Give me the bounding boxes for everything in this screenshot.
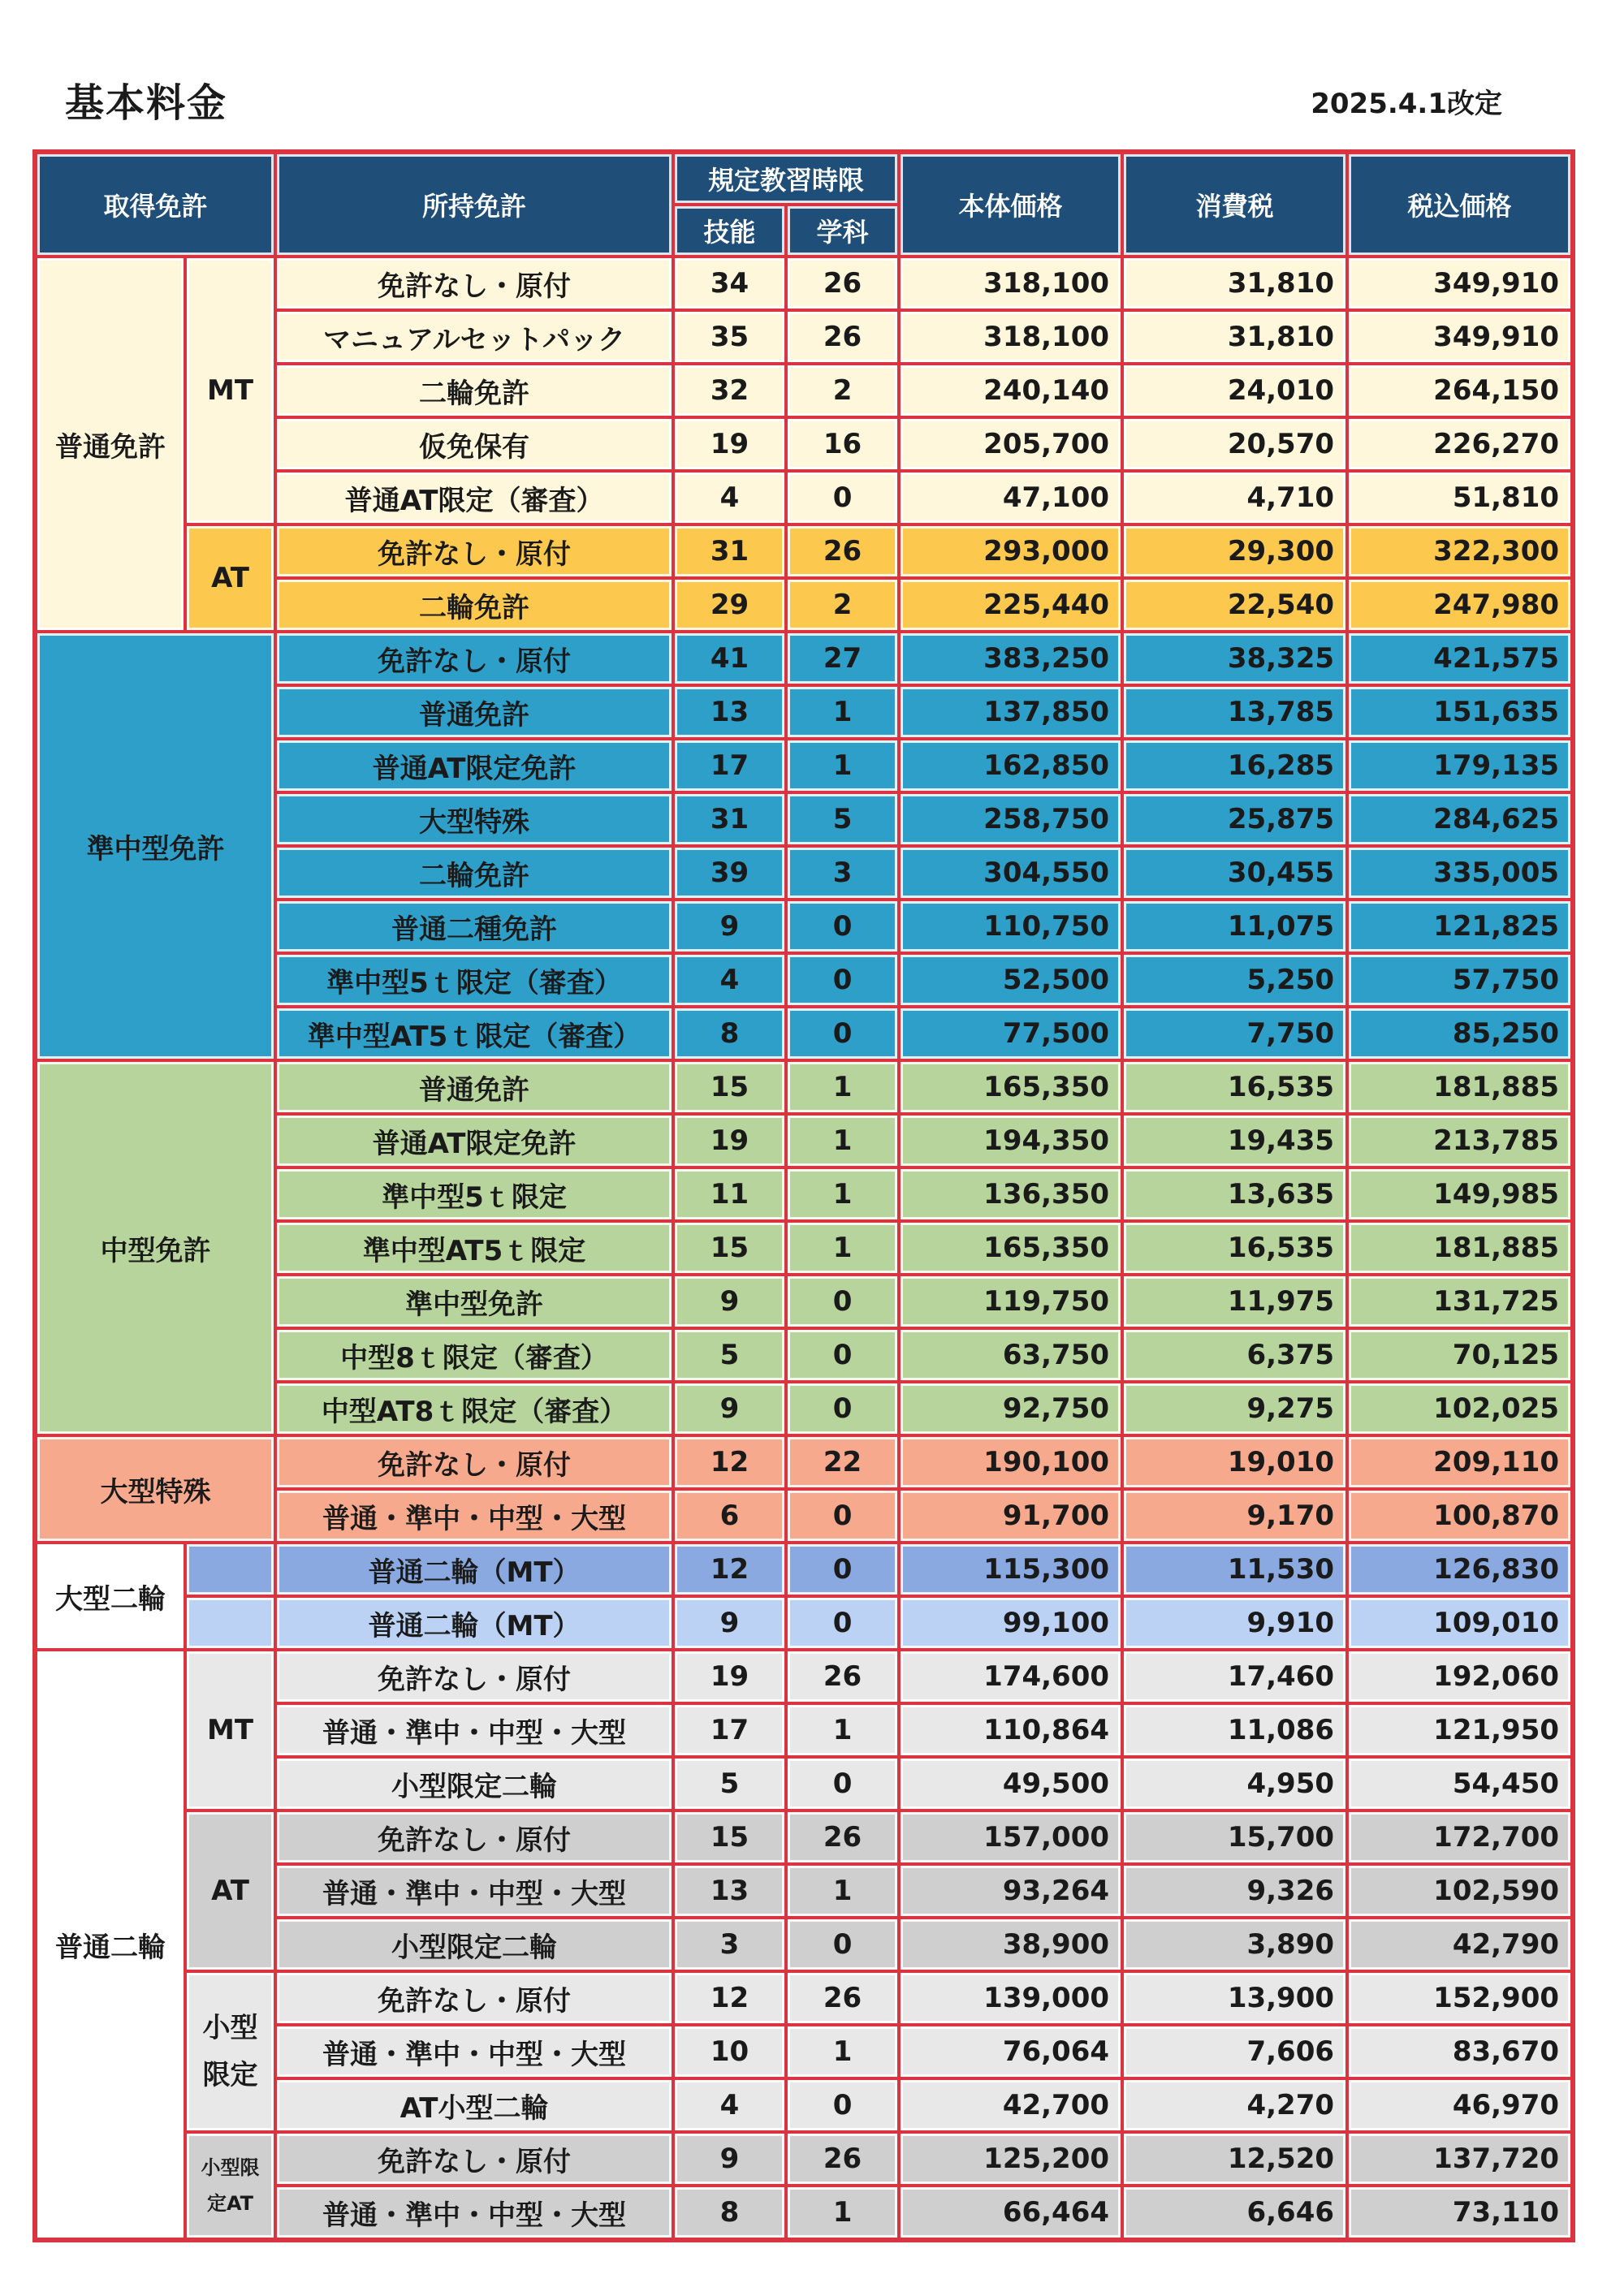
- cell-skill-hours: 19: [673, 1114, 786, 1167]
- cell-tax: 9,326: [1122, 1864, 1347, 1918]
- table-row: [36, 1650, 1572, 1703]
- cell-tax: 15,700: [1122, 1810, 1347, 1864]
- cell-base-price: 258,750: [899, 792, 1122, 846]
- cell-skill-hours: 35: [673, 310, 786, 364]
- cell-tax: 11,530: [1122, 1543, 1347, 1596]
- cell-theory-hours: 1: [786, 1114, 899, 1167]
- cell-total-price: 349,910: [1347, 310, 1572, 364]
- page-title: 基本料金: [65, 80, 228, 126]
- cell-theory-hours: 1: [786, 1864, 899, 1918]
- subgroup-futsu-nirin-mt: MT: [185, 1650, 275, 1810]
- cell-tax: 19,010: [1122, 1435, 1347, 1489]
- cell-base-price: 38,900: [899, 1918, 1122, 1971]
- cell-tax: 22,540: [1122, 578, 1347, 632]
- cell-base-price: 383,250: [899, 632, 1122, 685]
- cell-held-license: 免許なし・原付: [275, 1435, 673, 1489]
- cell-total-price: 83,670: [1347, 2025, 1572, 2078]
- cell-theory-hours: 26: [786, 2132, 899, 2186]
- cell-tax: 4,710: [1122, 471, 1347, 524]
- group-chugata: 中型免許: [36, 1060, 275, 1435]
- cell-skill-hours: 31: [673, 792, 786, 846]
- cell-skill-hours: 5: [673, 1328, 786, 1382]
- cell-skill-hours: 41: [673, 632, 786, 685]
- cell-total-price: 152,900: [1347, 1971, 1572, 2025]
- cell-base-price: 119,750: [899, 1275, 1122, 1328]
- cell-tax: 7,750: [1122, 1007, 1347, 1060]
- cell-base-price: 304,550: [899, 846, 1122, 900]
- cell-theory-hours: 26: [786, 524, 899, 578]
- cell-base-price: 194,350: [899, 1114, 1122, 1167]
- table-row: [36, 1596, 1572, 1650]
- cell-held-license: 仮免保有: [275, 417, 673, 471]
- subgroup-ogata-nirin-a: [185, 1543, 275, 1596]
- cell-base-price: 52,500: [899, 953, 1122, 1007]
- cell-theory-hours: 26: [786, 1971, 899, 2025]
- cell-tax: 24,010: [1122, 364, 1347, 417]
- cell-held-license: 免許なし・原付: [275, 632, 673, 685]
- cell-total-price: 421,575: [1347, 632, 1572, 685]
- cell-theory-hours: 1: [786, 685, 899, 739]
- cell-held-license: 免許なし・原付: [275, 2132, 673, 2186]
- cell-held-license: 普通・準中・中型・大型: [275, 1703, 673, 1757]
- cell-held-license: 普通・準中・中型・大型: [275, 1489, 673, 1543]
- cell-theory-hours: 2: [786, 364, 899, 417]
- cell-base-price: 77,500: [899, 1007, 1122, 1060]
- table-row: [36, 1810, 1572, 1864]
- header-held: 所持免許: [275, 153, 673, 257]
- cell-tax: 13,900: [1122, 1971, 1347, 2025]
- cell-tax: 12,520: [1122, 2132, 1347, 2186]
- cell-tax: 13,785: [1122, 685, 1347, 739]
- cell-theory-hours: 0: [786, 900, 899, 953]
- cell-theory-hours: 1: [786, 2186, 899, 2239]
- cell-base-price: 136,350: [899, 1167, 1122, 1221]
- table-row: [36, 257, 1572, 310]
- cell-theory-hours: 0: [786, 1489, 899, 1543]
- cell-base-price: 93,264: [899, 1864, 1122, 1918]
- cell-base-price: 162,850: [899, 739, 1122, 792]
- cell-skill-hours: 15: [673, 1221, 786, 1275]
- cell-theory-hours: 1: [786, 1221, 899, 1275]
- cell-skill-hours: 19: [673, 1650, 786, 1703]
- cell-skill-hours: 12: [673, 1971, 786, 2025]
- cell-total-price: 192,060: [1347, 1650, 1572, 1703]
- cell-base-price: 157,000: [899, 1810, 1122, 1864]
- subgroup-futsu-nirin-at: AT: [185, 1810, 275, 1971]
- cell-theory-hours: 0: [786, 2078, 899, 2132]
- cell-theory-hours: 1: [786, 1060, 899, 1114]
- cell-base-price: 139,000: [899, 1971, 1122, 2025]
- cell-theory-hours: 0: [786, 1382, 899, 1435]
- cell-total-price: 349,910: [1347, 257, 1572, 310]
- cell-held-license: 普通・準中・中型・大型: [275, 2025, 673, 2078]
- cell-total-price: 51,810: [1347, 471, 1572, 524]
- subgroup-futsu-mt: MT: [185, 257, 275, 524]
- cell-skill-hours: 29: [673, 578, 786, 632]
- cell-tax: 20,570: [1122, 417, 1347, 471]
- cell-theory-hours: 0: [786, 1757, 899, 1810]
- cell-total-price: 264,150: [1347, 364, 1572, 417]
- cell-skill-hours: 39: [673, 846, 786, 900]
- cell-base-price: 115,300: [899, 1543, 1122, 1596]
- cell-theory-hours: 27: [786, 632, 899, 685]
- cell-total-price: 109,010: [1347, 1596, 1572, 1650]
- cell-theory-hours: 1: [786, 1703, 899, 1757]
- cell-base-price: 318,100: [899, 310, 1122, 364]
- cell-held-license: 中型8ｔ限定（審査）: [275, 1328, 673, 1382]
- cell-total-price: 131,725: [1347, 1275, 1572, 1328]
- cell-total-price: 73,110: [1347, 2186, 1572, 2239]
- cell-skill-hours: 9: [673, 1275, 786, 1328]
- cell-skill-hours: 17: [673, 739, 786, 792]
- cell-tax: 9,170: [1122, 1489, 1347, 1543]
- cell-tax: 11,975: [1122, 1275, 1347, 1328]
- cell-base-price: 66,464: [899, 2186, 1122, 2239]
- cell-total-price: 54,450: [1347, 1757, 1572, 1810]
- cell-held-license: 普通免許: [275, 685, 673, 739]
- subgroup-futsu-at: AT: [185, 524, 275, 632]
- cell-skill-hours: 9: [673, 1596, 786, 1650]
- cell-held-license: 小型限定二輪: [275, 1918, 673, 1971]
- cell-base-price: 63,750: [899, 1328, 1122, 1382]
- cell-total-price: 179,135: [1347, 739, 1572, 792]
- cell-skill-hours: 15: [673, 1060, 786, 1114]
- cell-total-price: 126,830: [1347, 1543, 1572, 1596]
- cell-skill-hours: 5: [673, 1757, 786, 1810]
- header-total: 税込価格: [1347, 153, 1572, 257]
- cell-theory-hours: 1: [786, 739, 899, 792]
- cell-total-price: 85,250: [1347, 1007, 1572, 1060]
- group-futsu-nirin: 普通二輪: [36, 1650, 185, 2239]
- cell-held-license: 免許なし・原付: [275, 1971, 673, 2025]
- cell-tax: 6,375: [1122, 1328, 1347, 1382]
- cell-total-price: 322,300: [1347, 524, 1572, 578]
- cell-theory-hours: 5: [786, 792, 899, 846]
- cell-theory-hours: 0: [786, 1328, 899, 1382]
- cell-base-price: 137,850: [899, 685, 1122, 739]
- cell-held-license: 二輪免許: [275, 578, 673, 632]
- cell-theory-hours: 3: [786, 846, 899, 900]
- cell-held-license: 免許なし・原付: [275, 1650, 673, 1703]
- table-row: [36, 2132, 1572, 2186]
- cell-theory-hours: 0: [786, 953, 899, 1007]
- group-ogata-nirin: 大型二輪: [36, 1543, 185, 1650]
- cell-theory-hours: 26: [786, 1810, 899, 1864]
- cell-base-price: 92,750: [899, 1382, 1122, 1435]
- cell-total-price: 209,110: [1347, 1435, 1572, 1489]
- revision-date: 2025.4.1改定: [1311, 88, 1502, 120]
- table-row: [36, 524, 1572, 578]
- cell-total-price: 247,980: [1347, 578, 1572, 632]
- cell-tax: 16,535: [1122, 1221, 1347, 1275]
- cell-theory-hours: 0: [786, 1596, 899, 1650]
- header-theory: 学科: [786, 205, 899, 257]
- cell-base-price: 91,700: [899, 1489, 1122, 1543]
- cell-theory-hours: 26: [786, 1650, 899, 1703]
- cell-tax: 16,285: [1122, 739, 1347, 792]
- cell-tax: 13,635: [1122, 1167, 1347, 1221]
- cell-total-price: 149,985: [1347, 1167, 1572, 1221]
- cell-skill-hours: 9: [673, 900, 786, 953]
- cell-skill-hours: 19: [673, 417, 786, 471]
- table-row: [36, 1971, 1572, 2025]
- cell-held-license: 普通二輪（MT）: [275, 1543, 673, 1596]
- cell-held-license: 中型AT8ｔ限定（審査）: [275, 1382, 673, 1435]
- header-base: 本体価格: [899, 153, 1122, 257]
- cell-total-price: 121,950: [1347, 1703, 1572, 1757]
- cell-total-price: 213,785: [1347, 1114, 1572, 1167]
- cell-held-license: 準中型AT5ｔ限定（審査）: [275, 1007, 673, 1060]
- cell-theory-hours: 0: [786, 1275, 899, 1328]
- cell-skill-hours: 32: [673, 364, 786, 417]
- cell-tax: 31,810: [1122, 257, 1347, 310]
- cell-theory-hours: 26: [786, 310, 899, 364]
- cell-total-price: 335,005: [1347, 846, 1572, 900]
- cell-base-price: 47,100: [899, 471, 1122, 524]
- cell-held-license: AT小型二輪: [275, 2078, 673, 2132]
- cell-tax: 25,875: [1122, 792, 1347, 846]
- cell-skill-hours: 9: [673, 2132, 786, 2186]
- cell-total-price: 137,720: [1347, 2132, 1572, 2186]
- cell-tax: 9,910: [1122, 1596, 1347, 1650]
- cell-skill-hours: 12: [673, 1543, 786, 1596]
- cell-tax: 11,086: [1122, 1703, 1347, 1757]
- cell-base-price: 165,350: [899, 1221, 1122, 1275]
- cell-tax: 5,250: [1122, 953, 1347, 1007]
- cell-total-price: 102,590: [1347, 1864, 1572, 1918]
- cell-tax: 19,435: [1122, 1114, 1347, 1167]
- cell-theory-hours: 0: [786, 1543, 899, 1596]
- cell-total-price: 284,625: [1347, 792, 1572, 846]
- cell-held-license: 普通免許: [275, 1060, 673, 1114]
- cell-held-license: 準中型5ｔ限定: [275, 1167, 673, 1221]
- cell-skill-hours: 3: [673, 1918, 786, 1971]
- cell-skill-hours: 4: [673, 471, 786, 524]
- cell-held-license: 二輪免許: [275, 846, 673, 900]
- group-junchu: 準中型免許: [36, 632, 275, 1060]
- cell-held-license: 小型限定二輪: [275, 1757, 673, 1810]
- cell-total-price: 46,970: [1347, 2078, 1572, 2132]
- fee-table-body: [36, 257, 1572, 2239]
- cell-tax: 9,275: [1122, 1382, 1347, 1435]
- cell-tax: 4,270: [1122, 2078, 1347, 2132]
- cell-theory-hours: 16: [786, 417, 899, 471]
- cell-skill-hours: 6: [673, 1489, 786, 1543]
- cell-base-price: 318,100: [899, 257, 1122, 310]
- cell-total-price: 151,635: [1347, 685, 1572, 739]
- cell-total-price: 42,790: [1347, 1918, 1572, 1971]
- cell-total-price: 121,825: [1347, 900, 1572, 953]
- cell-total-price: 172,700: [1347, 1810, 1572, 1864]
- cell-tax: 17,460: [1122, 1650, 1347, 1703]
- cell-skill-hours: 11: [673, 1167, 786, 1221]
- cell-skill-hours: 12: [673, 1435, 786, 1489]
- subgroup-ogata-nirin-b: [185, 1596, 275, 1650]
- cell-skill-hours: 17: [673, 1703, 786, 1757]
- cell-held-license: 二輪免許: [275, 364, 673, 417]
- cell-base-price: 125,200: [899, 2132, 1122, 2186]
- table-row: [36, 1435, 1572, 1489]
- cell-tax: 29,300: [1122, 524, 1347, 578]
- cell-base-price: 225,440: [899, 578, 1122, 632]
- cell-tax: 7,606: [1122, 2025, 1347, 2078]
- fee-table: [32, 149, 1575, 2242]
- cell-skill-hours: 15: [673, 1810, 786, 1864]
- cell-held-license: 大型特殊: [275, 792, 673, 846]
- cell-total-price: 70,125: [1347, 1328, 1572, 1382]
- cell-held-license: 普通AT限定（審査）: [275, 471, 673, 524]
- cell-skill-hours: 10: [673, 2025, 786, 2078]
- cell-base-price: 49,500: [899, 1757, 1122, 1810]
- subgroup-futsu-nirin-kogata-at: 小型限 定AT: [185, 2132, 275, 2239]
- cell-held-license: 普通二種免許: [275, 900, 673, 953]
- cell-skill-hours: 34: [673, 257, 786, 310]
- cell-theory-hours: 26: [786, 257, 899, 310]
- cell-total-price: 102,025: [1347, 1382, 1572, 1435]
- cell-tax: 11,075: [1122, 900, 1347, 953]
- cell-held-license: 免許なし・原付: [275, 1810, 673, 1864]
- cell-theory-hours: 0: [786, 1007, 899, 1060]
- header-license: 取得免許: [36, 153, 275, 257]
- cell-base-price: 240,140: [899, 364, 1122, 417]
- cell-base-price: 165,350: [899, 1060, 1122, 1114]
- cell-held-license: 普通AT限定免許: [275, 1114, 673, 1167]
- cell-theory-hours: 2: [786, 578, 899, 632]
- table-row: [36, 632, 1572, 685]
- cell-held-license: 普通・準中・中型・大型: [275, 2186, 673, 2239]
- group-ogata-tokushu: 大型特殊: [36, 1435, 275, 1543]
- cell-held-license: 準中型免許: [275, 1275, 673, 1328]
- cell-held-license: 普通二輪（MT）: [275, 1596, 673, 1650]
- cell-theory-hours: 1: [786, 1167, 899, 1221]
- cell-tax: 3,890: [1122, 1918, 1347, 1971]
- cell-total-price: 181,885: [1347, 1221, 1572, 1275]
- cell-skill-hours: 31: [673, 524, 786, 578]
- cell-total-price: 57,750: [1347, 953, 1572, 1007]
- group-futsu: 普通免許: [36, 257, 185, 632]
- cell-skill-hours: 13: [673, 1864, 786, 1918]
- cell-total-price: 100,870: [1347, 1489, 1572, 1543]
- cell-total-price: 181,885: [1347, 1060, 1572, 1114]
- cell-theory-hours: 22: [786, 1435, 899, 1489]
- cell-held-license: 普通AT限定免許: [275, 739, 673, 792]
- header-tax: 消費税: [1122, 153, 1347, 257]
- cell-skill-hours: 4: [673, 2078, 786, 2132]
- cell-held-license: 普通・準中・中型・大型: [275, 1864, 673, 1918]
- cell-tax: 4,950: [1122, 1757, 1347, 1810]
- cell-base-price: 174,600: [899, 1650, 1122, 1703]
- table-row: [36, 1060, 1572, 1114]
- cell-skill-hours: 4: [673, 953, 786, 1007]
- cell-base-price: 190,100: [899, 1435, 1122, 1489]
- cell-total-price: 226,270: [1347, 417, 1572, 471]
- cell-skill-hours: 8: [673, 1007, 786, 1060]
- cell-held-license: 準中型AT5ｔ限定: [275, 1221, 673, 1275]
- cell-theory-hours: 0: [786, 1918, 899, 1971]
- cell-base-price: 42,700: [899, 2078, 1122, 2132]
- cell-tax: 16,535: [1122, 1060, 1347, 1114]
- cell-base-price: 99,100: [899, 1596, 1122, 1650]
- cell-held-license: 免許なし・原付: [275, 524, 673, 578]
- cell-skill-hours: 9: [673, 1382, 786, 1435]
- cell-tax: 38,325: [1122, 632, 1347, 685]
- cell-skill-hours: 8: [673, 2186, 786, 2239]
- cell-skill-hours: 13: [673, 685, 786, 739]
- header-hours: 規定教習時限: [673, 153, 899, 205]
- cell-base-price: 293,000: [899, 524, 1122, 578]
- cell-held-license: 準中型5ｔ限定（審査）: [275, 953, 673, 1007]
- subgroup-futsu-nirin-kogata: 小型 限定: [185, 1971, 275, 2132]
- cell-base-price: 110,750: [899, 900, 1122, 953]
- cell-base-price: 110,864: [899, 1703, 1122, 1757]
- cell-held-license: マニュアルセットパック: [275, 310, 673, 364]
- cell-held-license: 免許なし・原付: [275, 257, 673, 310]
- cell-base-price: 205,700: [899, 417, 1122, 471]
- cell-tax: 30,455: [1122, 846, 1347, 900]
- header-skill: 技能: [673, 205, 786, 257]
- cell-tax: 6,646: [1122, 2186, 1347, 2239]
- cell-theory-hours: 1: [786, 2025, 899, 2078]
- cell-tax: 31,810: [1122, 310, 1347, 364]
- cell-theory-hours: 0: [786, 471, 899, 524]
- cell-base-price: 76,064: [899, 2025, 1122, 2078]
- table-row: [36, 1543, 1572, 1596]
